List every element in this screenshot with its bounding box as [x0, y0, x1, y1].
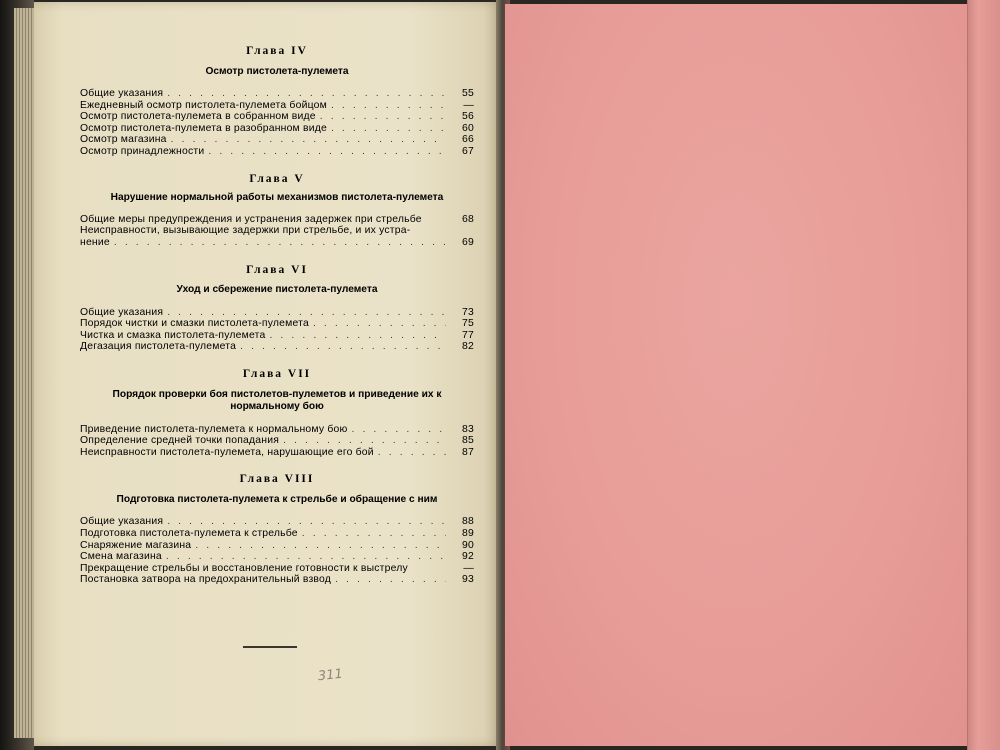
toc-entry-text: Осмотр пистолета-пулемета в разобранном виде: [80, 122, 327, 134]
chapter-block-5: [80, 174, 474, 249]
toc-entry-page: 85: [462, 435, 474, 447]
chapter-entries: [80, 214, 474, 249]
toc-entry-page: 73: [462, 306, 474, 318]
toc-entry: [80, 318, 474, 330]
toc-entry-text: Неисправности, вызывающие задержки при стрельбе, и их устра-: [80, 225, 411, 237]
chapter-title: Подготовка пистолета-пулемета к стрельбе и обращение с ним: [116, 493, 438, 505]
toc-entry-page: —: [463, 562, 474, 574]
toc-entry-page: 77: [462, 329, 474, 341]
toc-entry: [80, 516, 474, 528]
toc-entry: [80, 123, 474, 135]
toc-entry: [80, 341, 474, 353]
toc-entry: [80, 528, 474, 540]
dot-leader: [269, 330, 446, 342]
dot-leader: [302, 528, 446, 540]
toc-entry-text: Чистка и смазка пистолета-пулемета: [80, 329, 266, 341]
chapter-block-8: [80, 474, 474, 586]
toc-entry-page: 93: [462, 574, 474, 586]
toc-entry: [80, 330, 474, 342]
toc-entry: [80, 307, 474, 319]
toc-entry-page: 55: [462, 88, 474, 100]
toc-entry-text: Прекращение стрельбы и восстановление готовности к выстрелу: [80, 562, 408, 574]
toc-entry: [80, 551, 474, 563]
toc-entry-text: Осмотр магазина: [80, 134, 167, 146]
toc-entry: [80, 237, 474, 249]
toc-entry: [80, 134, 474, 146]
toc-entry: [80, 88, 474, 100]
dot-leader: [240, 341, 446, 353]
end-rule: [243, 646, 297, 648]
chapter-title: Осмотр пистолета-пулемета: [205, 65, 349, 77]
toc-entry-text: Неисправности пистолета-пулемета, нарушающие его бой: [80, 446, 374, 458]
dot-leader: [167, 88, 446, 100]
toc-entry-page: 60: [462, 122, 474, 134]
toc-entry-page: 89: [462, 528, 474, 540]
chapter-heading: Глава VI: [246, 263, 308, 276]
pencil-note: 311: [317, 666, 344, 685]
toc-entry-page: 68: [462, 213, 474, 225]
toc-entry-page: 67: [462, 146, 474, 158]
chapter-title: Порядок проверки боя пистолетов-пулеметов и приведение их к нормальному бою: [112, 388, 442, 413]
toc-entry-text: Порядок чистки и смазки пистолета-пулемета: [80, 318, 309, 330]
dot-leader: [320, 111, 446, 123]
toc-entry-page: 56: [462, 111, 474, 123]
toc-entry-text: Определение средней точки попадания: [80, 435, 280, 447]
chapter-entries: [80, 516, 474, 586]
chapter-block-7: [80, 369, 474, 458]
dot-leader: [378, 447, 446, 459]
dot-leader: [313, 318, 446, 330]
toc-entry: [80, 111, 474, 123]
toc-entry-page: 83: [462, 423, 474, 435]
toc-entry-page: 90: [462, 539, 474, 551]
toc-entry: [80, 447, 474, 459]
chapter-heading: Глава IV: [246, 45, 308, 57]
toc-entry-page: 69: [462, 236, 474, 248]
toc-entry-text: Осмотр принадлежности: [80, 146, 205, 158]
toc-entry-page: 82: [462, 341, 474, 353]
toc-entry-text: Осмотр пистолета-пулемета в собранном виде: [80, 111, 316, 123]
dot-leader: [331, 123, 446, 135]
chapter-heading: Глава V: [249, 172, 305, 185]
toc-entry-text: Общие указания: [80, 306, 164, 318]
toc-entry-text: Смена магазина: [80, 551, 162, 563]
dot-leader: [171, 134, 446, 146]
toc-entry-text: Общие указания: [80, 88, 164, 100]
toc-entry-page: —: [463, 99, 474, 111]
toc-entry: [80, 225, 474, 237]
table-of-contents: [80, 46, 474, 586]
toc-entry: [80, 563, 474, 575]
right-page-edge: [967, 0, 1000, 750]
chapter-entries: [80, 307, 474, 353]
chapter-title: Нарушение нормальной работы механизмов пистолета-пулемета: [110, 192, 444, 204]
toc-entry-text: Общие указания: [80, 516, 164, 528]
toc-entry-text: Общие меры предупреждения и устранения задержек при стрельбе: [80, 213, 422, 225]
right-page-blank-pink: [505, 4, 967, 746]
toc-entry-page: 75: [462, 318, 474, 330]
chapter-heading: Глава VIII: [239, 473, 315, 486]
toc-entry: [80, 540, 474, 552]
dot-leader: [331, 100, 446, 112]
dot-leader: [335, 574, 446, 586]
dot-leader: [351, 424, 446, 436]
toc-entry-text: Снаряжение магазина: [80, 539, 192, 551]
toc-entry-text: Приведение пистолета-пулемета к нормальному бою: [80, 423, 348, 435]
dot-leader: [167, 307, 446, 319]
dot-leader: [167, 516, 446, 528]
dot-leader: [283, 435, 446, 447]
chapter-entries: [80, 424, 474, 459]
toc-entry: [80, 214, 474, 226]
page-edges: [14, 8, 36, 738]
toc-entry: [80, 146, 474, 158]
toc-entry-page: 66: [462, 134, 474, 146]
toc-entry-text: Постановка затвора на предохранительный взвод: [80, 574, 332, 586]
dot-leader: [208, 146, 446, 158]
dot-leader: [166, 551, 446, 563]
chapter-block-4: [80, 46, 474, 158]
toc-entry-page: 92: [462, 551, 474, 563]
toc-entry-page: 88: [462, 516, 474, 528]
toc-entry: [80, 424, 474, 436]
chapter-heading: Глава VII: [242, 368, 312, 380]
chapter-entries: [80, 88, 474, 158]
toc-entry: [80, 100, 474, 112]
dot-leader: [114, 237, 446, 249]
toc-entry-text: нение: [80, 236, 110, 248]
toc-entry-page: 87: [462, 446, 474, 458]
chapter-block-6: [80, 265, 474, 353]
chapter-title: Уход и сбережение пистолета-пулемета: [176, 284, 378, 296]
toc-entry-text: Дегазация пистолета-пулемета: [80, 341, 237, 353]
dot-leader: [195, 540, 446, 552]
toc-entry-text: Подготовка пистолета-пулемета к стрельбе: [80, 528, 298, 540]
toc-entry: [80, 574, 474, 586]
toc-entry: [80, 435, 474, 447]
toc-entry-text: Ежедневный осмотр пистолета-пулемета бойцом: [80, 99, 327, 111]
